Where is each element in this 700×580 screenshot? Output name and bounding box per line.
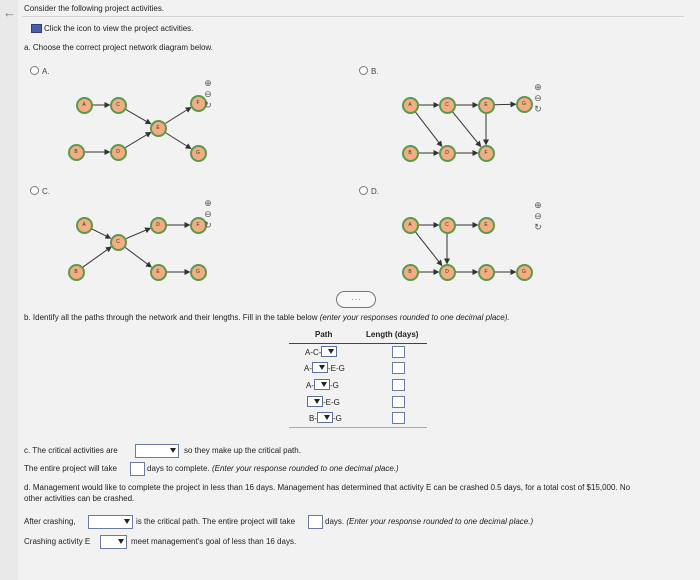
- part-d-line2: other activities can be crashed.: [24, 494, 135, 503]
- after-crashing-text: is the critical path. The entire project will take: [136, 517, 296, 526]
- diagram-c-tools: [202, 198, 214, 231]
- option-a-radio[interactable]: A.: [30, 66, 50, 76]
- crashing-activity-label: Crashing activity E: [24, 537, 91, 546]
- edge-B-C: [83, 247, 111, 267]
- node-d: D: [110, 144, 127, 161]
- zoom-in-icon[interactable]: ⊕: [204, 198, 212, 208]
- node-a: A: [76, 97, 93, 114]
- path-select-1[interactable]: [321, 346, 337, 357]
- path-row-4: -E-G: [307, 396, 340, 407]
- node-e: E: [150, 120, 167, 137]
- part-c-days: days to complete. (Enter your response rounded to one decimal place.): [147, 464, 399, 473]
- node-d: D: [150, 217, 167, 234]
- node-c: C: [110, 234, 127, 251]
- part-c-text1: c. The critical activities are: [24, 446, 118, 455]
- rotate-icon[interactable]: ↻: [534, 222, 542, 232]
- node-g: G: [190, 264, 207, 281]
- length-input-4[interactable]: [392, 396, 405, 408]
- edge-C-F: [452, 112, 480, 147]
- after-crashing-label: After crashing,: [24, 517, 76, 526]
- node-a: A: [76, 217, 93, 234]
- diagram-a: [48, 80, 200, 160]
- question-prompt: Consider the following project activities.: [24, 4, 165, 13]
- zoom-out-icon[interactable]: ⊖: [534, 93, 542, 103]
- edge-D-E: [125, 132, 150, 147]
- length-input-3[interactable]: [392, 379, 405, 391]
- table-icon[interactable]: [31, 24, 42, 33]
- rotate-icon[interactable]: ↻: [534, 104, 542, 114]
- node-a: A: [402, 217, 419, 234]
- table-link[interactable]: Click the icon to view the project activities.: [44, 24, 194, 33]
- zoom-in-icon[interactable]: ⊕: [204, 78, 212, 88]
- crashing-goal-text: meet management's goal of less than 16 days.: [131, 537, 297, 546]
- crashed-path-select[interactable]: [88, 515, 133, 529]
- node-c: C: [439, 97, 456, 114]
- collapse-toggle[interactable]: ···: [336, 291, 376, 308]
- edge-C-D: [126, 228, 150, 238]
- table-header-rule: [289, 343, 427, 344]
- edge-E-F: [165, 108, 191, 124]
- zoom-out-icon[interactable]: ⊖: [204, 209, 212, 219]
- zoom-out-icon[interactable]: ⊖: [534, 211, 542, 221]
- after-crashing-days: days. (Enter your response rounded to one decimal place.): [325, 517, 534, 526]
- rotate-icon[interactable]: ↻: [204, 220, 212, 230]
- node-b: B: [402, 264, 419, 281]
- back-arrow-icon[interactable]: ←: [3, 5, 16, 20]
- diagram-d-tools: [532, 200, 544, 233]
- node-d: D: [439, 264, 456, 281]
- node-e: E: [478, 97, 495, 114]
- edge-C-E: [125, 247, 151, 267]
- question-panel: [18, 0, 700, 580]
- node-g: G: [516, 96, 533, 113]
- node-f: F: [190, 217, 207, 234]
- critical-activities-select[interactable]: [135, 444, 179, 458]
- crashed-days-input[interactable]: [308, 515, 323, 529]
- edge-A-C: [92, 229, 111, 238]
- part-a-prompt: a. Choose the correct project network diagram below.: [24, 43, 213, 52]
- node-e: E: [478, 217, 495, 234]
- length-input-2[interactable]: [392, 362, 405, 374]
- diagram-c: [48, 200, 200, 280]
- length-column-header: Length (days): [366, 330, 419, 339]
- path-row-3: A- -G: [306, 381, 339, 390]
- node-b: B: [68, 144, 85, 161]
- zoom-in-icon[interactable]: ⊕: [534, 82, 542, 92]
- rotate-icon[interactable]: ↻: [204, 100, 212, 110]
- zoom-out-icon[interactable]: ⊖: [204, 89, 212, 99]
- path-select-3[interactable]: [314, 379, 330, 390]
- edge-C-E: [125, 109, 150, 124]
- part-b-prompt: b. Identify all the paths through the network and their lengths. Fill in the table below (enter your responses rounded to one decimal place).: [24, 313, 510, 322]
- path-select-2[interactable]: [312, 362, 328, 373]
- table-bottom-rule: [289, 427, 427, 428]
- node-g: G: [190, 145, 207, 162]
- edge-A-D: [415, 232, 441, 266]
- node-g: G: [516, 264, 533, 281]
- part-c-text3: The entire project will take: [24, 464, 117, 473]
- crashing-meet-select[interactable]: [100, 535, 127, 549]
- node-d: D: [439, 145, 456, 162]
- node-c: C: [110, 97, 127, 114]
- node-f: F: [478, 264, 495, 281]
- edge-E-G: [494, 104, 515, 105]
- node-c: C: [439, 217, 456, 234]
- node-a: A: [402, 97, 419, 114]
- diagram-b-tools: [532, 82, 544, 115]
- zoom-in-icon[interactable]: ⊕: [534, 200, 542, 210]
- diagram-d: [374, 200, 526, 280]
- diagram-edges: [374, 80, 544, 170]
- part-c-text2: so they make up the critical path.: [184, 446, 301, 455]
- path-row-2: A- -E-G: [304, 364, 345, 373]
- diagram-a-tools: [202, 78, 214, 111]
- length-input-5[interactable]: [392, 412, 405, 424]
- path-row-1: A-C-: [305, 346, 337, 357]
- divider: [22, 16, 684, 17]
- path-select-5[interactable]: [317, 412, 333, 423]
- option-b-radio[interactable]: B.: [359, 66, 379, 76]
- path-row-5: B- -G: [309, 414, 342, 423]
- edge-E-G: [165, 133, 191, 149]
- node-f: F: [478, 145, 495, 162]
- length-input-1[interactable]: [392, 346, 405, 358]
- node-f: F: [190, 95, 207, 112]
- part-d-line1: d. Management would like to complete the project in less than 16 days. Management has determined that activity E can be crashed 0.5 days, for a total cost of $15,000. No: [24, 483, 631, 492]
- option-d-radio[interactable]: D.: [359, 186, 379, 196]
- node-b: B: [402, 145, 419, 162]
- diagram-b: [374, 80, 526, 160]
- node-b: B: [68, 264, 85, 281]
- option-c-radio[interactable]: C.: [30, 186, 50, 196]
- edge-A-D: [415, 112, 442, 147]
- path-column-header: Path: [315, 330, 333, 339]
- project-days-input[interactable]: [130, 462, 145, 476]
- node-e: E: [150, 264, 167, 281]
- path-select-4[interactable]: [307, 396, 323, 407]
